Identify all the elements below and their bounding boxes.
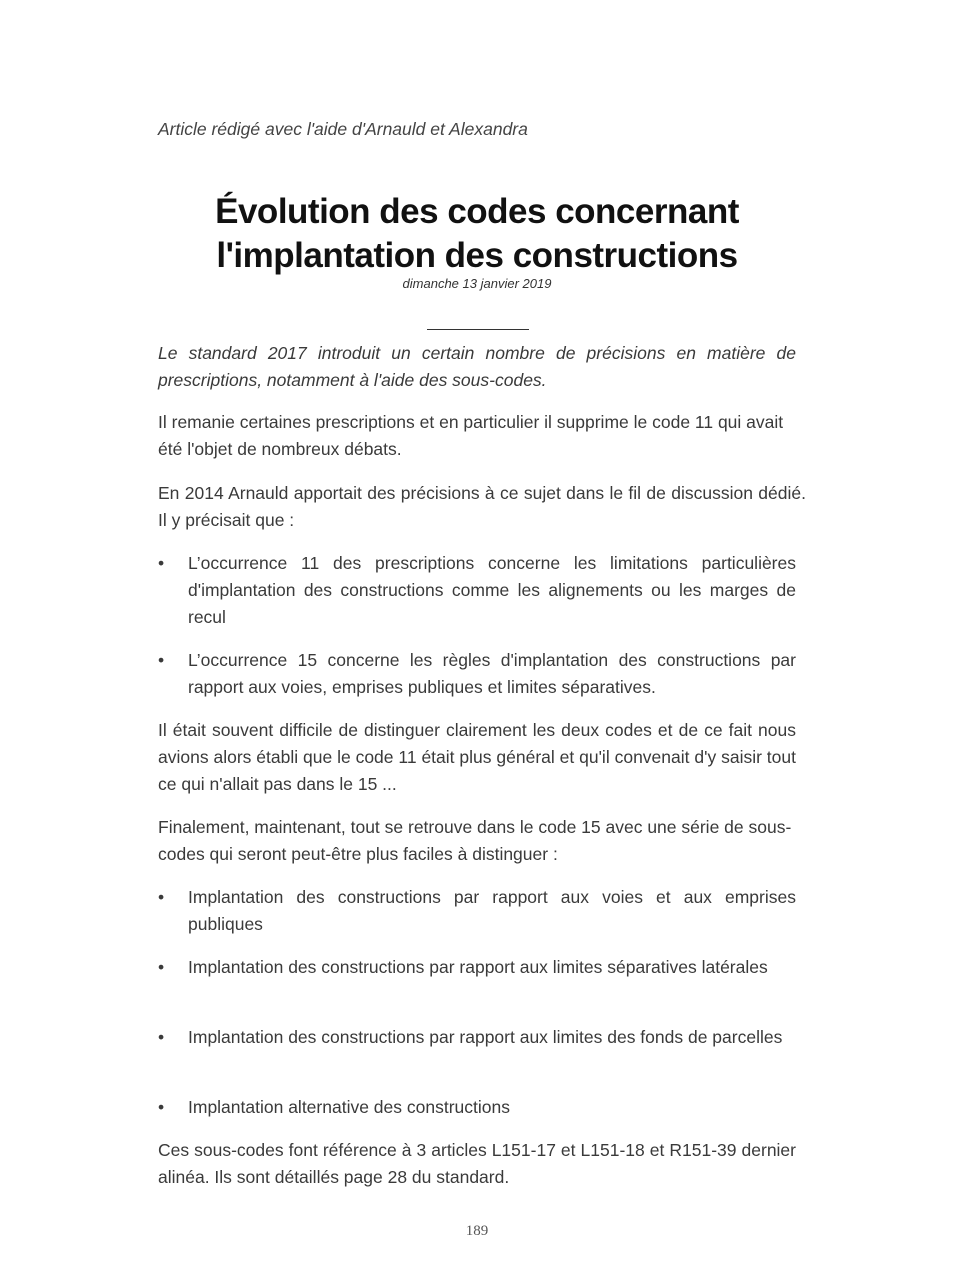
paragraph: En 2014 Arnauld apportait des précisions à ce sujet dans le fil de discussion dédié. Il y précisait que : [158, 483, 806, 530]
article-date: dimanche 13 janvier 2019 [402, 276, 552, 291]
paragraph: Il était souvent difficile de distinguer clairement les deux codes et de ce fait nous avions alors établi que le code 11 était plus général et qu'il convenait d'y saisir tout ce qui n'allait pas dans le 15 ... [158, 720, 796, 794]
list-item: • Implantation des constructions par rapport aux limites des fonds de parcelles [158, 1024, 796, 1051]
page-title [0, 190, 954, 278]
bullet-icon: • [158, 957, 165, 977]
paragraph: Ces sous-codes font référence à 3 articles L151-17 et L151-18 et R151-39 dernier alinéa. Ils sont détaillés page 28 du standard. [158, 1140, 796, 1187]
bullet-icon: • [158, 1027, 165, 1047]
separator-rule [427, 329, 529, 330]
list-item: • L’occurrence 15 concerne les règles d'implantation des constructions par rapport aux voies, emprises publiques et limites séparatives. [158, 647, 796, 701]
intro-paragraph: Le standard 2017 introduit un certain nombre de précisions en matière de prescriptions, notamment à l'aide des sous-codes. [158, 343, 796, 390]
paragraph: Il remanie certaines prescriptions et en particulier il supprime le code 11 qui avait été l'objet de nombreux débats. [158, 412, 784, 459]
paragraph: Finalement, maintenant, tout se retrouve dans le code 15 avec une série de sous-codes qui seront peut-être plus faciles à distinguer : [158, 817, 792, 864]
page-number: 189 [465, 1223, 489, 1239]
bullet-icon: • [158, 887, 165, 907]
bullet-icon: • [158, 1097, 165, 1117]
list-item: • Implantation des constructions par rapport aux voies et aux emprises publiques [158, 884, 796, 938]
title-line-1: Évolution des codes concernant [215, 192, 739, 231]
bullet-icon: • [158, 553, 165, 573]
list-item: • L’occurrence 11 des prescriptions concerne les limitations particulières d'implantation des constructions comme les alignements ou les marges de recul [158, 550, 796, 631]
list-item: • Implantation des constructions par rapport aux limites séparatives latérales [158, 954, 796, 981]
byline: Article rédigé avec l'aide d'Arnauld et Alexandra [158, 119, 528, 139]
bullet-icon: • [158, 650, 165, 670]
title-line-2: l'implantation des constructions [216, 236, 738, 275]
list-item: • Implantation alternative des constructions [158, 1094, 796, 1121]
